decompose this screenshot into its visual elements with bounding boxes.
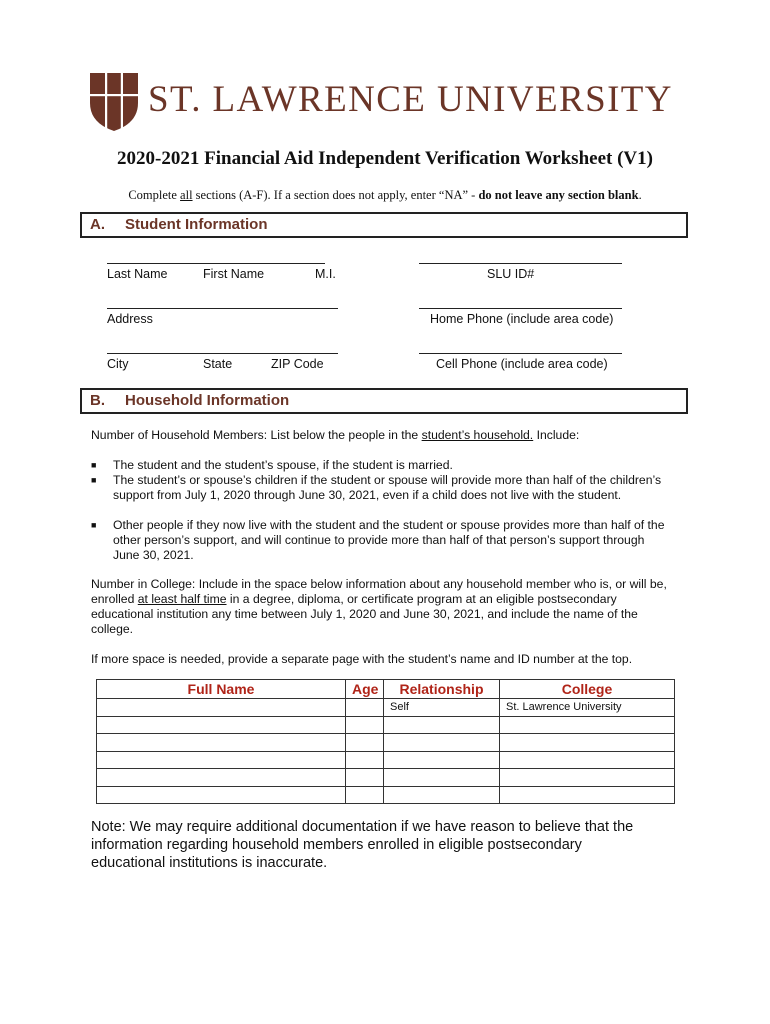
table-row <box>97 786 675 804</box>
college-cell[interactable] <box>500 769 675 787</box>
full-name-cell[interactable] <box>97 769 346 787</box>
state-label: State <box>203 357 233 371</box>
college-cell[interactable]: St. Lawrence University <box>500 699 675 717</box>
section-a-header <box>80 212 688 238</box>
page-title: 2020-2021 Financial Aid Independent Verification Worksheet (V1) <box>117 148 653 169</box>
relationship-cell[interactable] <box>384 716 500 734</box>
slu-id-line[interactable] <box>419 263 622 264</box>
college-cell[interactable] <box>500 734 675 752</box>
section-a-title: Student Information <box>125 216 268 233</box>
students-household: student’s household. <box>421 428 534 442</box>
address-label: Address <box>107 312 153 326</box>
table-row <box>97 716 675 734</box>
slu-id-label: SLU ID# <box>487 267 535 281</box>
full-name-cell[interactable] <box>97 716 346 734</box>
table-row <box>97 734 675 752</box>
section-a-letter: A. <box>90 216 105 233</box>
table-header-row <box>97 680 675 699</box>
documentation-note: Note: We may require additional documentation if we have reason to believe that the information regarding household members enrolled in eligible postsecondary educational institutions is inaccurate. <box>91 819 634 871</box>
more-space-text: If more space is needed, provide a separate page with the student’s name and ID number at the top. <box>91 652 633 666</box>
age-cell[interactable] <box>346 716 384 734</box>
name-line[interactable] <box>107 263 325 264</box>
bullet-text: The student and the student’s spouse, if the student is married. <box>113 458 453 472</box>
bullet-icon: ■ <box>91 460 97 470</box>
last-name-label: Last Name <box>107 267 168 281</box>
section-b-title: Household Information <box>125 392 290 409</box>
section-b-header <box>80 388 688 414</box>
full-name-header: Full Name <box>97 680 346 699</box>
full-name-cell[interactable] <box>97 786 346 804</box>
household-members-text: Number of Household Members: List below the people in the student’s household. Include: <box>91 428 580 442</box>
full-name-cell[interactable] <box>97 734 346 752</box>
age-cell[interactable] <box>346 734 384 752</box>
section-b-letter: B. <box>90 392 105 409</box>
bullet-icon: ■ <box>91 520 97 530</box>
cell-phone-line[interactable] <box>419 353 622 354</box>
college-cell[interactable] <box>500 751 675 769</box>
instructions-warning: do not leave any section blank <box>478 188 639 202</box>
relationship-cell[interactable] <box>384 734 500 752</box>
age-cell[interactable] <box>346 786 384 804</box>
table-row <box>97 769 675 787</box>
table-row <box>97 699 675 717</box>
household-table <box>96 679 675 804</box>
at-least-half-time: at least half time <box>137 592 227 606</box>
mi-label: M.I. <box>315 267 336 281</box>
relationship-cell[interactable]: Self <box>384 699 500 717</box>
college-cell[interactable] <box>500 716 675 734</box>
age-cell[interactable] <box>346 769 384 787</box>
bullet-icon: ■ <box>91 475 97 485</box>
relationship-cell[interactable] <box>384 751 500 769</box>
home-phone-label: Home Phone (include area code) <box>430 312 614 326</box>
university-shield-logo <box>90 73 138 131</box>
bullet-text: The student’s or spouse’s children if the student or spouse will provide more than half of the children’s support from July 1, 2020 through June 30, 2021, even if a child does not live with the student. <box>113 473 662 502</box>
university-name: ST. LAWRENCE UNIVERSITY <box>148 79 673 120</box>
table-row <box>97 751 675 769</box>
age-cell[interactable] <box>346 699 384 717</box>
full-name-cell[interactable] <box>97 751 346 769</box>
full-name-cell[interactable] <box>97 699 346 717</box>
number-in-college-text: Number in College: Include in the space below information about any household member who is, or will be, enrolled at least half time in a degree, diploma, or certificate program at an eligible postsecondary educational institution any time between July 1, 2020 and June 30, 2021, and include the name of the college. <box>91 577 667 636</box>
bullet-text: Other people if they now live with the student and the student or spouse provides more than half of the other person’s support, and will continue to provide more than half of that person’s support through June 30, 2021. <box>113 518 665 562</box>
city-label: City <box>107 357 129 371</box>
first-name-label: First Name <box>203 267 265 281</box>
relationship-cell[interactable] <box>384 769 500 787</box>
zip-label: ZIP Code <box>271 357 324 371</box>
home-phone-line[interactable] <box>419 308 622 309</box>
relationship-cell[interactable] <box>384 786 500 804</box>
address-line[interactable] <box>107 308 338 309</box>
age-header: Age <box>346 680 384 699</box>
college-cell[interactable] <box>500 786 675 804</box>
relationship-header: Relationship <box>384 680 500 699</box>
cell-phone-label: Cell Phone (include area code) <box>436 357 608 371</box>
instructions: Complete all sections (A-F). If a section does not apply, enter “NA” - do not leave any section blank. <box>128 188 642 202</box>
age-cell[interactable] <box>346 751 384 769</box>
instructions-all: all <box>180 188 193 202</box>
college-header: College <box>500 680 675 699</box>
city-state-zip-line[interactable] <box>107 353 338 354</box>
